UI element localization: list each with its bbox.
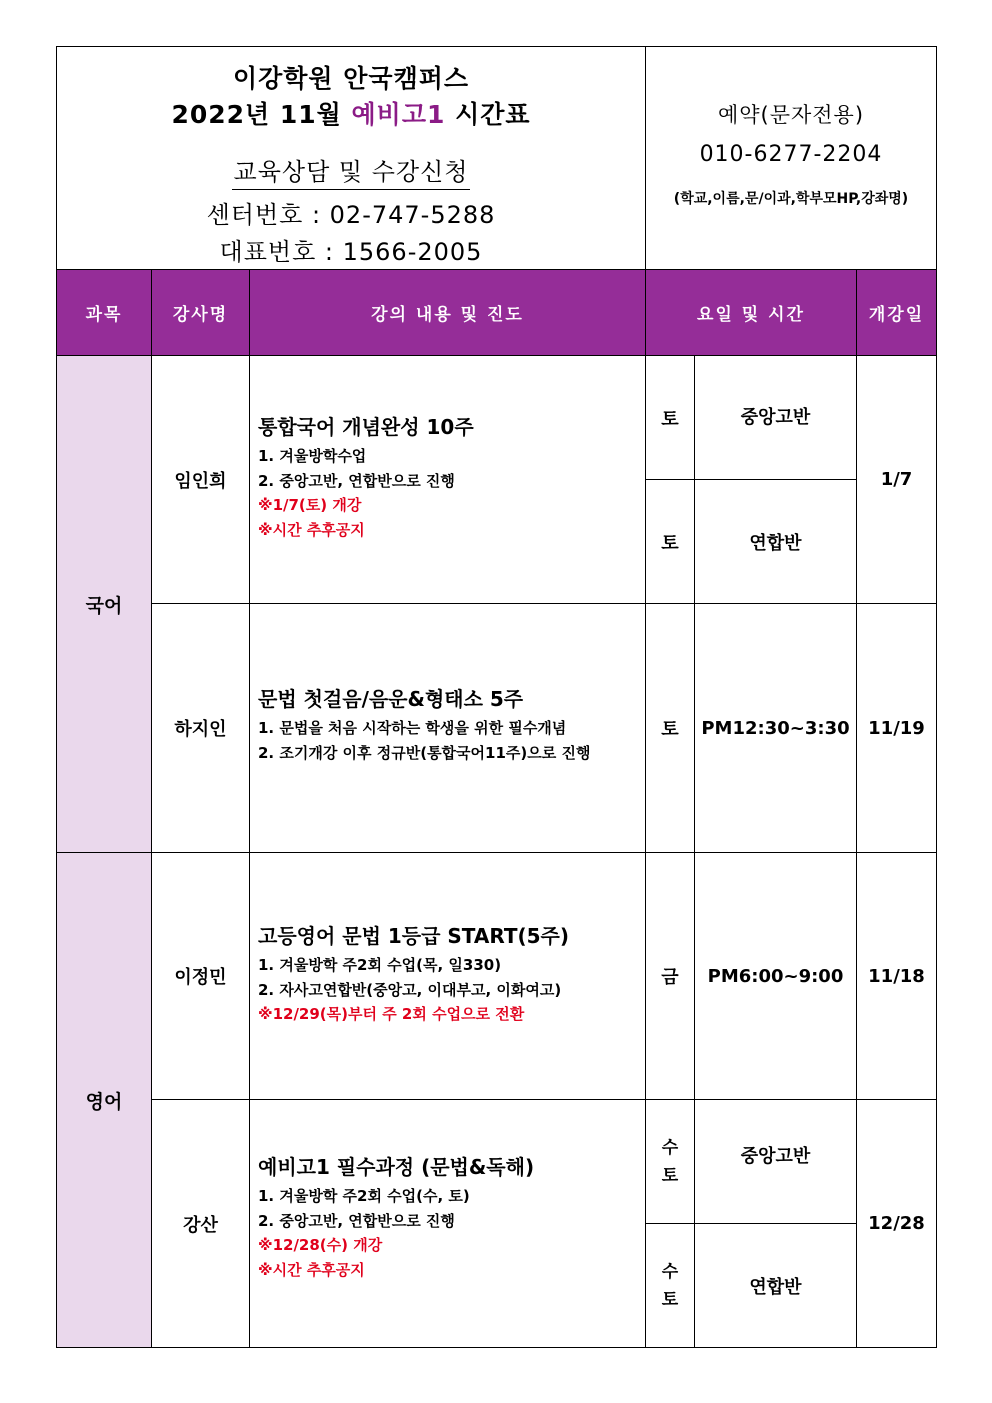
teacher-cell: 강산	[152, 1100, 250, 1347]
course-content	[250, 604, 646, 853]
day-cell: 토	[646, 480, 695, 604]
col-header-schedule: 요일 및 시간	[646, 270, 857, 356]
consult-title: 교육상담 및 수강신청	[57, 152, 645, 187]
day-cell: 토	[646, 356, 695, 480]
course-line: 2. 조기개강 이후 정규반(통합국어11주)으로 진행	[258, 743, 591, 762]
teacher-cell: 하지인	[152, 604, 250, 853]
grade-accent: 예비고1	[351, 100, 446, 129]
time-cell: PM12:30~3:30	[695, 604, 857, 853]
start-date-cell: 12/28	[868, 1213, 925, 1234]
reserve-phone: 010-6277-2204	[699, 142, 883, 167]
time-cell: 중앙고반	[695, 1100, 857, 1224]
course-title: 예비고1 필수과정 (문법&독해)	[258, 1155, 535, 1179]
course-title: 통합국어 개념완성 10주	[258, 415, 474, 439]
time-cell: 연합반	[695, 1224, 857, 1347]
course-notice: ※시간 추후공지	[258, 1260, 365, 1279]
day-cell: 금	[646, 853, 695, 1100]
course-content	[250, 356, 646, 604]
course-notice: ※12/28(수) 개강	[258, 1236, 383, 1254]
day-cell: 수 토	[646, 1224, 695, 1347]
col-header-content: 강의 내용 및 진도	[250, 270, 646, 356]
course-notice: ※1/7(토) 개강	[258, 496, 362, 514]
subject-english: 영어	[57, 853, 152, 1347]
subject-korean: 국어	[57, 356, 152, 853]
course-content	[250, 1100, 646, 1347]
time-cell: 중앙고반	[695, 356, 857, 480]
course-line: 1. 겨울방학 주2회 수업(수, 토)	[258, 1187, 470, 1205]
course-content	[250, 853, 646, 1100]
day-cell: 토	[646, 604, 695, 853]
main-number: 대표번호 : 1566-2005	[219, 238, 483, 266]
course-line: 2. 중앙고반, 연합반으로 진행	[258, 1211, 455, 1230]
time-cell: PM6:00~9:00	[695, 853, 857, 1100]
course-title: 고등영어 문법 1등급 START(5주)	[258, 924, 569, 948]
time-cell: 연합반	[695, 480, 857, 604]
col-header-teacher: 강사명	[152, 270, 250, 356]
title-block	[57, 47, 646, 270]
teacher-cell: 임인희	[152, 356, 250, 604]
start-date-cell: 11/18	[857, 853, 936, 1100]
course-line: 1. 문법을 처음 시작하는 학생을 위한 필수개념	[258, 719, 567, 737]
col-header-start: 개강일	[857, 270, 936, 356]
day-cell: 수 토	[646, 1100, 695, 1224]
reservation-block	[646, 47, 936, 270]
start-date-cell: 1/7	[857, 356, 936, 604]
center-number: 센터번호 : 02-747-5288	[206, 201, 496, 229]
course-line: 2. 자사고연합반(중앙고, 이대부고, 이화여고)	[258, 980, 562, 999]
col-header-subject: 과목	[57, 270, 152, 356]
course-title: 문법 첫걸음/음운&형태소 5주	[258, 687, 524, 711]
start-date-cell: 11/19	[857, 604, 936, 853]
course-line: 2. 중앙고반, 연합반으로 진행	[258, 471, 455, 490]
teacher-cell: 이정민	[152, 853, 250, 1100]
course-notice: ※12/29(목)부터 주 2회 수업으로 전환	[258, 1005, 525, 1023]
course-line: 1. 겨울방학 주2회 수업(목, 일330)	[258, 956, 502, 974]
timetable-sheet	[56, 46, 937, 1348]
course-notice: ※시간 추후공지	[258, 520, 365, 539]
reserve-label: 예약(문자전용)	[717, 103, 865, 127]
timetable-title: 2022년 11월 예비고1 시간표	[171, 100, 531, 129]
course-line: 1. 겨울방학수업	[258, 447, 367, 465]
reserve-note: (학교,이름,문/이과,학부모HP,강좌명)	[673, 191, 909, 207]
academy-title: 이강학원 안국캠퍼스	[232, 64, 470, 93]
